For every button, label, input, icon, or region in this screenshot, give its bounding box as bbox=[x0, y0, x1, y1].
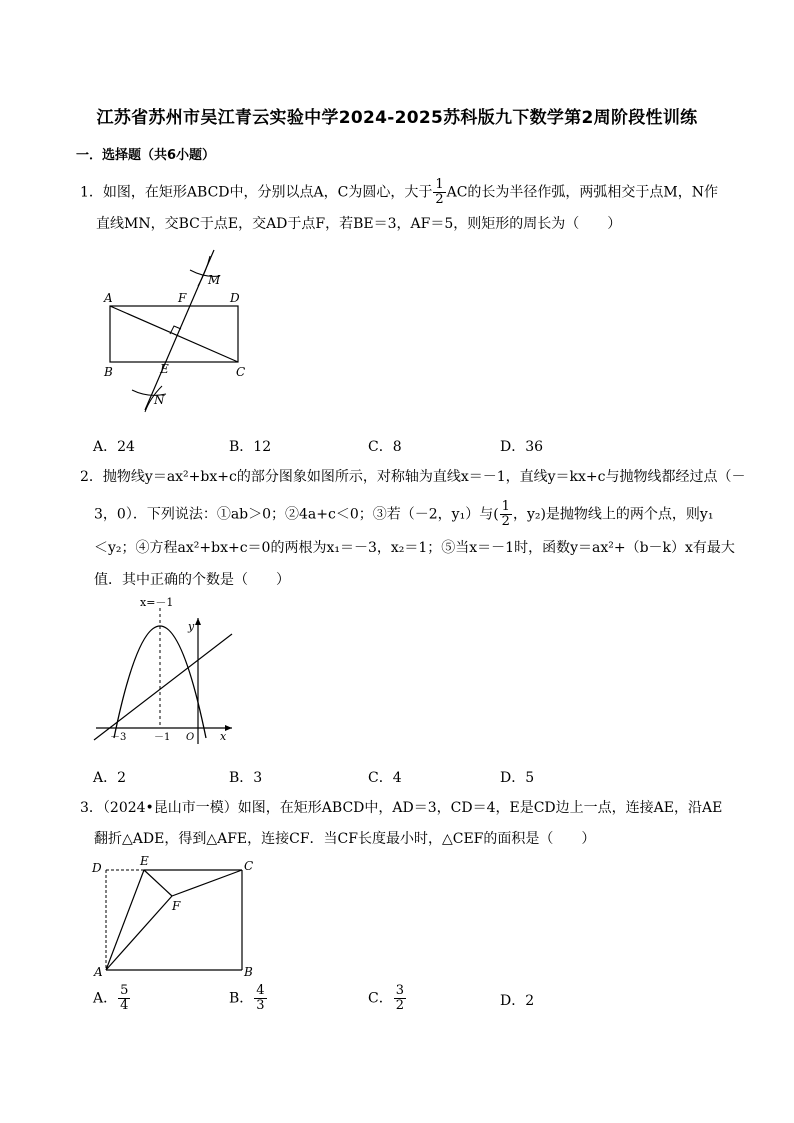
q3-label-e: E bbox=[140, 854, 149, 868]
q2-label-x: x bbox=[220, 730, 227, 743]
q3-option-b-prefix: B． bbox=[229, 990, 254, 1007]
q3-label-d: D bbox=[92, 861, 102, 875]
q1-fraction bbox=[433, 178, 445, 207]
q3-option-a[interactable] bbox=[93, 984, 131, 1013]
q1-diagonal bbox=[110, 306, 238, 362]
q3-line-fc bbox=[172, 870, 242, 896]
q2-label-m1: －1 bbox=[154, 732, 171, 743]
q3-option-c-prefix: C． bbox=[368, 990, 393, 1007]
section-heading: 一．选择题（共6小题） bbox=[76, 148, 216, 163]
q3-option-a-prefix: A． bbox=[93, 990, 118, 1007]
q2-text-b: y₂)是抛物线上的两个点，则y₁ bbox=[526, 506, 714, 523]
q3-option-a-den: 4 bbox=[120, 998, 129, 1013]
q2-line bbox=[94, 634, 232, 740]
q3-option-b[interactable] bbox=[229, 984, 268, 1013]
q2-line1: 2．抛物线y＝ax²+bx+c的部分图象如图所示，对称轴为直线x＝－1，直线y＝kx+c与抛物线都经过点（－ bbox=[80, 469, 746, 485]
q3-line-ae bbox=[106, 870, 144, 970]
q1-label-m: M bbox=[208, 273, 221, 287]
q3-line1: 3．（2024•昆山市一模）如图，在矩形ABCD中，AD＝3，CD＝4，E是CD边上一点，连接AE，沿AE bbox=[80, 800, 723, 816]
q3-option-d[interactable]: D．2 bbox=[500, 993, 535, 1009]
q2-label-m3: －3 bbox=[110, 732, 127, 743]
q2-option-a[interactable]: A．2 bbox=[93, 770, 127, 786]
q3-option-b-fraction bbox=[254, 984, 266, 1013]
q2-line3: ＜y₂；④方程ax²+bx+c＝0的两根为x₁＝－3，x₂＝1；⑤当x＝－1时，函数y＝ax²+（b－k）x有最大 bbox=[94, 540, 735, 556]
q3-option-c-num: 3 bbox=[395, 983, 404, 998]
q3-option-c-den: 2 bbox=[395, 998, 404, 1013]
q1-frac-num: 1 bbox=[435, 177, 444, 192]
q1-line2: 直线MN，交BC于点E，交AD于点F，若BE＝3，AF＝5，则矩形的周长为（ ） bbox=[96, 216, 622, 232]
page-title: 江苏省苏州市吴江青云实验中学2024-2025苏科版九下数学第2周阶段性训练 bbox=[96, 108, 698, 128]
q1-line1 bbox=[80, 178, 718, 207]
q1-option-c[interactable]: C．8 bbox=[368, 439, 402, 455]
q2-frac-num: 1 bbox=[501, 499, 510, 514]
q2-line4: 值．其中正确的个数是（ ） bbox=[94, 572, 290, 588]
q1-label-n: N bbox=[154, 393, 165, 407]
q1-label-a: A bbox=[104, 291, 113, 305]
q2-y-arrow bbox=[195, 618, 201, 625]
q2-option-c[interactable]: C．4 bbox=[368, 770, 402, 786]
q1-frac-den: 2 bbox=[435, 192, 444, 207]
q1-label-f: F bbox=[178, 291, 187, 305]
q3-option-a-num: 5 bbox=[120, 983, 129, 998]
q3-option-c-fraction bbox=[394, 984, 406, 1013]
q1-text-b: AC的长为半径作弧，两弧相交于点M，N作 bbox=[446, 184, 719, 201]
q3-option-b-num: 4 bbox=[256, 983, 265, 998]
q3-option-b-den: 3 bbox=[256, 998, 265, 1013]
q1-label-d: D bbox=[230, 291, 240, 305]
q2-option-d[interactable]: D．5 bbox=[500, 770, 535, 786]
q2-figure bbox=[90, 592, 250, 752]
q1-figure bbox=[90, 248, 260, 418]
q3-label-b: B bbox=[244, 965, 253, 979]
q3-option-a-fraction bbox=[118, 984, 130, 1013]
q3-label-a: A bbox=[94, 965, 103, 979]
q3-option-c[interactable] bbox=[368, 984, 407, 1013]
q2-label-axis: x=－1 bbox=[140, 596, 174, 609]
q2-frac-den: 2 bbox=[501, 514, 510, 529]
q3-label-c: C bbox=[244, 859, 254, 873]
q2-text-a: 3，0）．下列说法：①ab＞0；②4a+c＜0；③若（－2，y₁）与 bbox=[94, 506, 494, 523]
q1-label-e: E bbox=[160, 362, 169, 376]
q2-fraction bbox=[500, 500, 512, 529]
q3-figure bbox=[90, 852, 265, 980]
q1-label-b: B bbox=[104, 365, 113, 379]
q2-option-b[interactable]: B．3 bbox=[229, 770, 263, 786]
q1-text-a: 1．如图，在矩形ABCD中，分别以点A，C为圆心，大于 bbox=[80, 184, 433, 201]
q3-line2: 翻折△ADE，得到△AFE，连接CF．当CF长度最小时，△CEF的面积是（ ） bbox=[94, 831, 596, 847]
q3-line-ef bbox=[144, 870, 172, 896]
q2-label-o: O bbox=[186, 732, 195, 743]
q3-label-f: F bbox=[172, 899, 181, 913]
q2-line2: 3，0）．下列说法：①ab＞0；②4a+c＜0；③若（－2，y₁）与( $\frac{1}{2}$ ，y₂)是抛物线上的两个点，则y₁ bbox=[94, 499, 714, 529]
q1-option-d[interactable]: D．36 bbox=[500, 439, 544, 455]
q2-label-y: y bbox=[188, 620, 195, 633]
q1-label-c: C bbox=[236, 365, 246, 379]
q1-option-b[interactable]: B．12 bbox=[229, 439, 272, 455]
q3-line-af bbox=[106, 896, 172, 970]
q1-option-a[interactable]: A．24 bbox=[93, 439, 135, 455]
